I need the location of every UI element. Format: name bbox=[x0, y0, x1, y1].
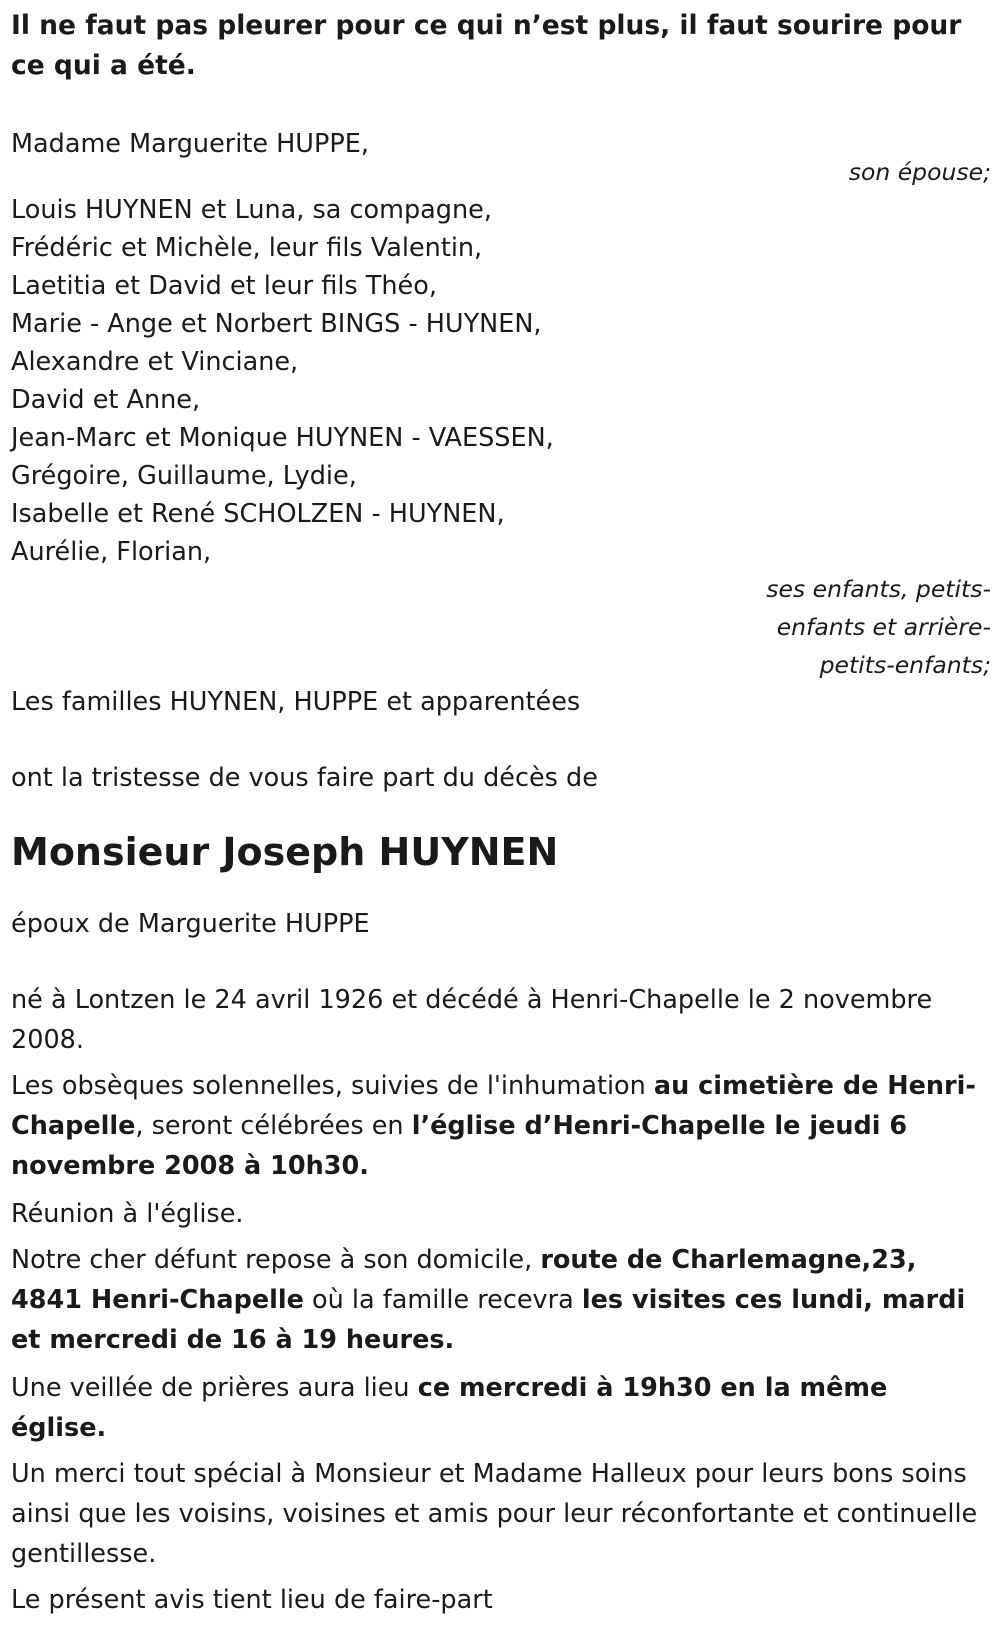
list-item: Isabelle et René SCHOLZEN - HUYNEN, bbox=[11, 499, 505, 529]
list-item: Grégoire, Guillaume, Lydie, bbox=[11, 461, 357, 491]
repose-text-1: Notre cher défunt repose à son domicile, bbox=[11, 1245, 541, 1275]
list-item: Jean-Marc et Monique HUYNEN - VAESSEN, bbox=[11, 423, 554, 453]
list-item: Alexandre et Vinciane, bbox=[11, 347, 299, 377]
obituary-notice bbox=[11, 6, 991, 1620]
role-line: enfants et arrière- bbox=[776, 613, 991, 641]
list-item: Frédéric et Michèle, leur fils Valentin, bbox=[11, 233, 483, 263]
repose-info bbox=[11, 1240, 991, 1360]
role-line: petits-enfants; bbox=[819, 651, 991, 679]
list-item: Laetitia et David et leur fils Théo, bbox=[11, 271, 437, 301]
list-item: David et Anne, bbox=[11, 385, 201, 415]
children-role bbox=[11, 570, 991, 684]
announcement: ont la tristesse de vous faire part du décès de bbox=[11, 763, 598, 793]
funeral-bold-1: au cimetière de Henri-Chapelle bbox=[11, 1071, 976, 1141]
birth-death: né à Lontzen le 24 avril 1926 et décédé à Henri-Chapelle le 2 novembre 2008. bbox=[11, 985, 933, 1055]
list-item: Louis HUYNEN et Luna, sa compagne, bbox=[11, 195, 492, 225]
notice-text: Le présent avis tient lieu de faire-part bbox=[11, 1585, 493, 1615]
funeral-text-2: , seront célébrées en bbox=[135, 1111, 412, 1141]
funeral-bold-2: l’église d’Henri-Chapelle le jeudi 6 novembre 2008 à 10h30. bbox=[11, 1111, 908, 1181]
repose-text-2: où la famille recevra bbox=[303, 1285, 582, 1315]
role-line: ses enfants, petits- bbox=[766, 575, 991, 603]
husband-of: époux de Marguerite HUPPE bbox=[11, 909, 370, 939]
funeral-info bbox=[11, 1066, 991, 1186]
funeral-text-1: Les obsèques solennelles, suivies de l'inhumation bbox=[11, 1071, 654, 1101]
thanks-text: Un merci tout spécial à Monsieur et Madame Halleux pour leurs bons soins ainsi que les voisins, voisines et amis pour leur réconfortante et continuelle gentillesse. bbox=[11, 1459, 978, 1569]
list-item: Marie - Ange et Norbert BINGS - HUYNEN, bbox=[11, 309, 542, 339]
vigil-text-1: Une veillée de prières aura lieu bbox=[11, 1373, 418, 1403]
repose-bold-2: les visites ces lundi, mardi et mercredi de 16 à 19 heures. bbox=[11, 1285, 966, 1355]
meeting-info: Réunion à l'église. bbox=[11, 1199, 244, 1229]
vigil-info bbox=[11, 1368, 991, 1448]
list-item: Aurélie, Florian, bbox=[11, 537, 212, 567]
repose-bold-1: route de Charlemagne,23, 4841 Henri-Chapelle bbox=[11, 1245, 917, 1315]
spouse-role: son épouse; bbox=[848, 158, 991, 186]
opening-quote: Il ne faut pas pleurer pour ce qui n’est plus, il faut sourire pour ce qui a été. bbox=[11, 10, 962, 81]
children-list bbox=[11, 190, 991, 572]
families: Les familles HUYNEN, HUPPE et apparentées bbox=[11, 687, 581, 717]
spouse-name: Madame Marguerite HUPPE, bbox=[11, 129, 369, 159]
vigil-bold-1: ce mercredi à 19h30 en la même église. bbox=[11, 1373, 888, 1443]
deceased-name: Monsieur Joseph HUYNEN bbox=[11, 830, 559, 874]
